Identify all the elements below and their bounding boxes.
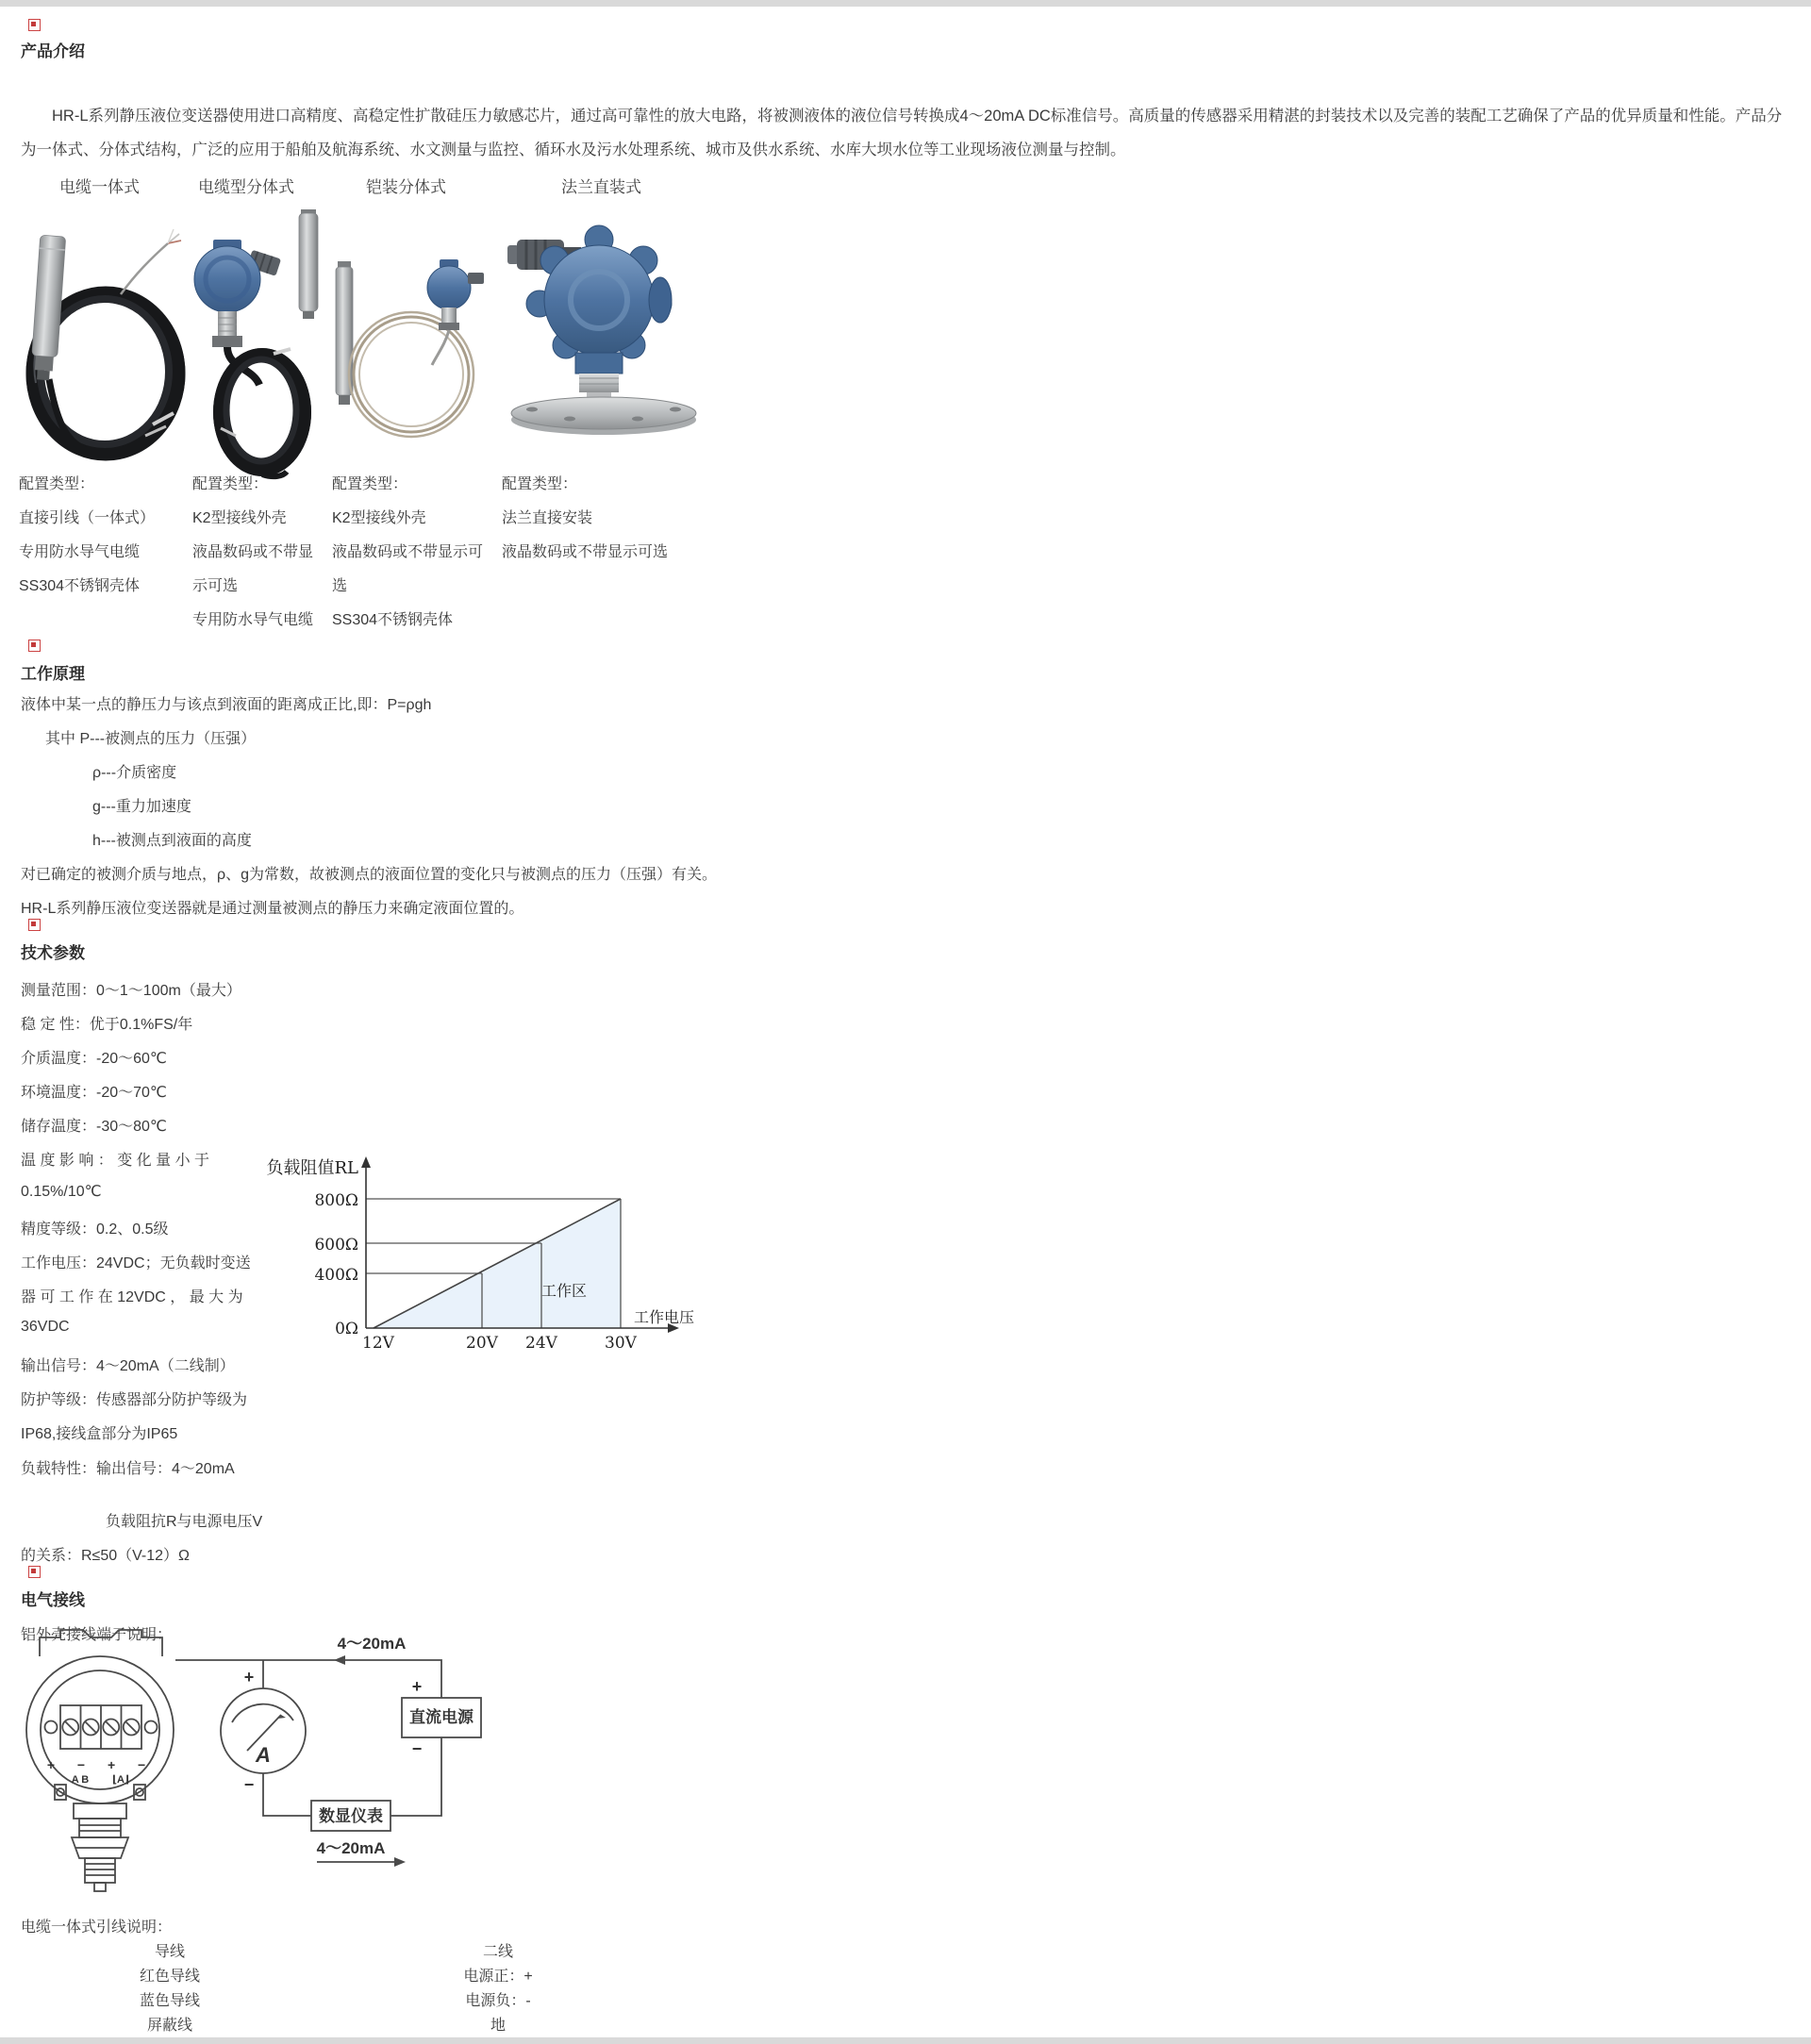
section-title-intro: 产品介绍 <box>21 42 85 60</box>
principle-line: h---被测点到液面的高度 <box>92 833 252 849</box>
ammeter-plus: + <box>243 1668 255 1687</box>
chart-x-axis-title: 工作电压 <box>634 1308 695 1326</box>
config-line: 配置类型： <box>502 476 578 492</box>
chart-region-label: 工作区 <box>540 1282 588 1300</box>
figure-label-cable-split: 电缆型分体式 <box>198 178 294 196</box>
dc-minus: − <box>411 1739 423 1758</box>
spec-line: 储存温度：-30～80℃ <box>21 1119 167 1135</box>
config-line: SS304不锈钢壳体 <box>332 612 454 628</box>
chart-y-tick: 600Ω <box>314 1236 358 1255</box>
dc-plus: + <box>411 1677 423 1696</box>
spec-line: 环境温度：-20～70℃ <box>21 1085 167 1101</box>
spec-line: 工作电压：24VDC；无负载时变送 <box>21 1255 251 1271</box>
spec-line: 测量范围：0～1～100m（最大） <box>21 983 241 999</box>
principle-line: HR-L系列静压液位变送器就是通过测量被测点的静压力来确定液面位置的。 <box>21 901 524 917</box>
config-line: 示可选 <box>192 578 239 594</box>
wiring-diagram <box>13 1624 673 1907</box>
lead-table-cell: 蓝色导线 <box>139 1993 200 2009</box>
config-line: SS304不锈钢壳体 <box>19 578 141 594</box>
current-arrow-right <box>394 1857 406 1867</box>
product-photo-armored-split <box>328 212 493 476</box>
section-title-wiring: 电气接线 <box>21 1591 85 1609</box>
chart-x-tick: 24V <box>525 1334 557 1353</box>
lead-table-cell: 二线 <box>482 1944 513 1960</box>
chart-y-tick: 0Ω <box>335 1320 358 1338</box>
product-photo-cable-split <box>187 209 333 478</box>
lead-note: 电缆一体式引线说明： <box>21 1919 173 1936</box>
config-line: 法兰直接安装 <box>502 510 593 526</box>
top-border-strip <box>0 0 1811 7</box>
config-line: 配置类型： <box>192 476 269 492</box>
config-line: 液晶数码或不带显示可 <box>332 544 484 560</box>
needle-arrow <box>277 1711 286 1719</box>
config-line: 液晶数码或不带显 <box>192 544 314 560</box>
spec-line: 精度等级：0.2、0.5级 <box>21 1221 169 1238</box>
y-axis-arrow <box>361 1156 371 1168</box>
config-line: 直接引线（一体式） <box>19 510 156 526</box>
ammeter-label: A <box>256 1743 271 1767</box>
config-line: K2型接线外壳 <box>192 510 287 526</box>
spec-line: 负载特性：输出信号：4～20mA <box>21 1461 235 1477</box>
spec-line: 稳 定 性：优于0.1%FS/年 <box>21 1017 193 1033</box>
config-line: 专用防水导气电缆 <box>192 612 314 628</box>
config-line: 配置类型： <box>332 476 408 492</box>
intro-paragraph: HR-L系列静压液位变送器使用进口高精度、高稳定性扩散硅压力敏感芯片，通过高可靠性的放大电路，将被测液体的液位信号转换成4～20mA DC标准信号。高质量的传感器采用精湛的封装技术以及完善的装配工艺确保了产品的优异质量和性能。产品分为一体式、分体式结构，广泛的应用于船舶及航海系统、水文测量与监控、循环水及污水处理系统、城市及供水系统、水库大坝水位等工业现场液位测量与控制。 <box>21 107 1783 158</box>
lead-table-cell: 红色导线 <box>139 1969 200 1985</box>
chart-x-tick: 12V <box>362 1334 394 1353</box>
wiring-terminal-note: 铝外壳接线端子说明： <box>21 1627 173 1643</box>
config-line: 液晶数码或不带显示可选 <box>502 544 669 560</box>
chart-y-tick: 400Ω <box>314 1266 358 1285</box>
top-current-label: 4～20mA <box>337 1635 407 1653</box>
section-title-principle: 工作原理 <box>21 665 85 683</box>
spec-line: 介质温度：-20～60℃ <box>21 1051 167 1067</box>
chart-y-tick: 800Ω <box>314 1191 358 1210</box>
lead-table-cell: 地 <box>490 2018 506 2034</box>
spec-line: 36VDC <box>21 1319 70 1335</box>
lead-table-cell: 电源负：- <box>465 1993 531 2009</box>
spec-line: 器 可 工 作 在 12VDC ， 最 大 为 <box>21 1289 243 1305</box>
terminal-polarity-marks: + − + − <box>46 1757 156 1772</box>
dc-supply-label: 直流电源 <box>409 1708 474 1726</box>
broken-image-icon <box>28 640 41 652</box>
figure-label-flange-mount: 法兰直装式 <box>561 178 641 196</box>
lead-table-cell: 电源正：+ <box>463 1969 533 1985</box>
broken-image-icon <box>28 19 41 31</box>
principle-line: g---重力加速度 <box>92 799 191 815</box>
config-line: K2型接线外壳 <box>332 510 426 526</box>
principle-line: 对已确定的被测介质与地点，ρ、g为常数，故被测点的液面位置的变化只与被测点的压力（压强）有关。 <box>21 867 718 883</box>
lead-table-cell: 屏蔽线 <box>146 2018 192 2034</box>
current-arrow-left <box>334 1655 345 1665</box>
spec-line: 0.15%/10℃ <box>21 1184 102 1200</box>
spec-line: 的关系：R≤50（V-12）Ω <box>21 1548 191 1564</box>
figure-label-armored-split: 铠装分体式 <box>366 178 446 196</box>
config-line: 专用防水导气电缆 <box>19 544 141 560</box>
principle-line: ρ---介质密度 <box>92 765 177 781</box>
bottom-current-label: 4～20mA <box>316 1839 386 1857</box>
principle-line: 其中 P---被测点的压力（压强） <box>45 731 257 747</box>
broken-image-icon <box>28 919 41 931</box>
section-title-specs: 技术参数 <box>21 944 85 962</box>
chart-x-tick: 20V <box>466 1334 498 1353</box>
load-characteristic-chart <box>264 1153 717 1355</box>
broken-image-icon <box>28 1566 41 1578</box>
bottom-border-strip <box>0 2037 1811 2044</box>
spec-line: 负载阻抗R与电源电压V <box>106 1514 263 1530</box>
config-line: 选 <box>332 578 348 594</box>
spec-line: IP68,接线盒部分为IP65 <box>21 1426 178 1442</box>
chart-y-axis-title: 负载阻值RL <box>266 1158 358 1178</box>
spec-line: 输出信号：4～20mA（二线制） <box>21 1358 235 1374</box>
terminal-ab-labels: A B <box>71 1774 90 1786</box>
spec-line: 温 度 影 响 ： 变 化 量 小 于 <box>21 1153 210 1169</box>
chart-x-tick: 30V <box>605 1334 637 1353</box>
digital-meter-label: 数显仪表 <box>319 1807 383 1825</box>
spec-line: 防护等级：传感器部分防护等级为 <box>21 1392 248 1408</box>
config-line: 配置类型： <box>19 476 95 492</box>
product-photo-flange-mount <box>500 224 717 437</box>
principle-line: 液体中某一点的静压力与该点到液面的距离成正比,即：P=ρgh <box>21 697 432 713</box>
lead-table-cell: 导线 <box>154 1944 185 1960</box>
product-photo-cable-integrated <box>11 215 191 460</box>
ammeter-minus: − <box>243 1775 255 1794</box>
figure-label-cable-integrated: 电缆一体式 <box>59 178 140 196</box>
terminal-ground-label: ⌊A⌋ <box>112 1774 129 1786</box>
